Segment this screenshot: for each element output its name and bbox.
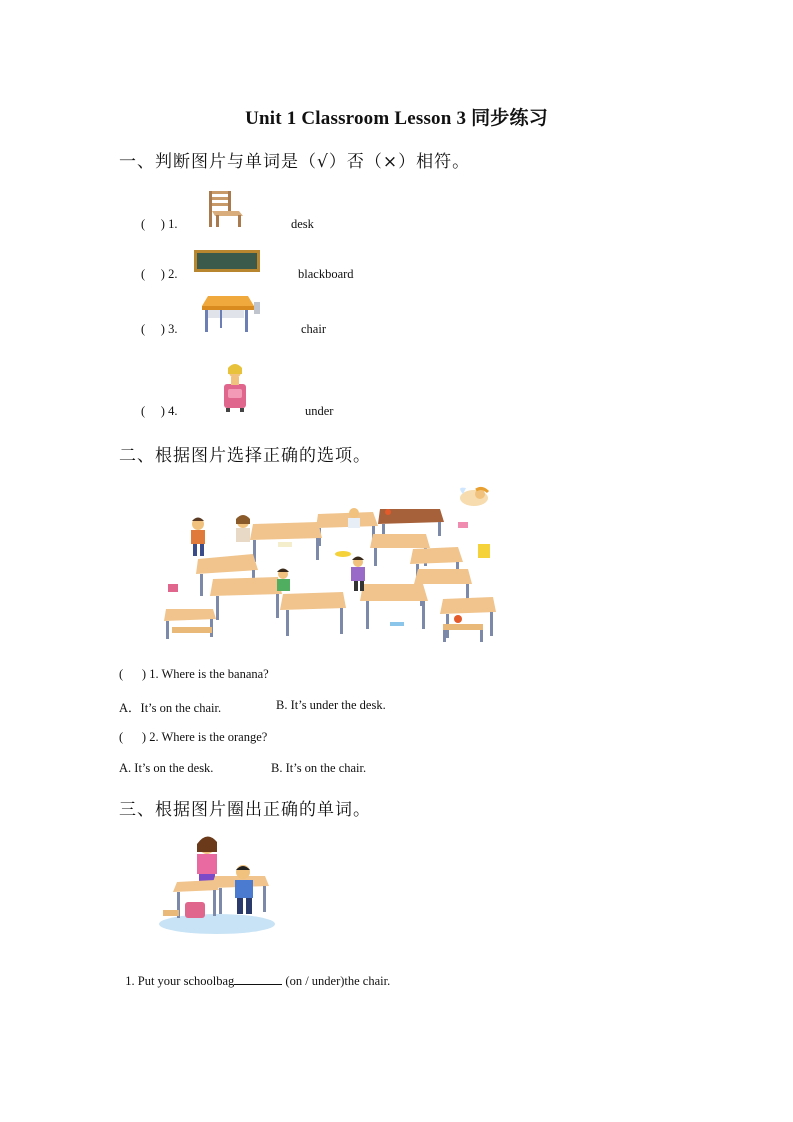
page-title: Unit 1 Classroom Lesson 3 同步练习 bbox=[245, 108, 548, 129]
item-2-label: ( ) 2. bbox=[141, 267, 178, 281]
section-2-heading: 二、根据图片选择正确的选项。 bbox=[119, 446, 371, 466]
classroom-scene-picture bbox=[158, 484, 520, 644]
desk-picture bbox=[200, 294, 262, 334]
item-3-label: ( ) 3. bbox=[141, 322, 178, 336]
item-1-label: ( ) 1. bbox=[141, 217, 178, 231]
item-4-word: under bbox=[305, 404, 334, 418]
question-2-option-b: B. It’s on the chair. bbox=[271, 761, 367, 775]
item-3-word: chair bbox=[301, 322, 326, 336]
schoolbag-picture bbox=[220, 362, 250, 412]
section-1-heading: 一、判断图片与单词是（√）否（×）相符。 bbox=[119, 152, 471, 172]
question-1-option-b: B. It’s under the desk. bbox=[276, 698, 386, 712]
teacher-student-picture bbox=[155, 832, 280, 937]
answer-blank[interactable] bbox=[234, 974, 282, 985]
item-2-word: blackboard bbox=[298, 267, 354, 281]
question-2: ( ) 2. Where is the orange? bbox=[119, 730, 268, 744]
section-3-heading: 三、根据图片圈出正确的单词。 bbox=[119, 800, 371, 820]
sentence-1 bbox=[119, 959, 390, 989]
chair-picture bbox=[205, 190, 247, 228]
sentence-1-after: (on / under)the chair. bbox=[282, 974, 391, 988]
desk-shape bbox=[316, 512, 378, 546]
item-1-word: desk bbox=[291, 217, 314, 231]
question-1-option-a: A．It’s on the chair. bbox=[119, 701, 222, 715]
item-4-label: ( ) 4. bbox=[141, 404, 178, 418]
blackboard-picture bbox=[194, 250, 260, 272]
sentence-1-before: 1. Put your schoolbag bbox=[125, 974, 235, 988]
question-2-option-a: A. It’s on the desk. bbox=[119, 761, 214, 775]
orange-shape bbox=[454, 615, 462, 623]
question-1: ( ) 1. Where is the banana? bbox=[119, 667, 269, 681]
banana-shape bbox=[335, 551, 351, 557]
